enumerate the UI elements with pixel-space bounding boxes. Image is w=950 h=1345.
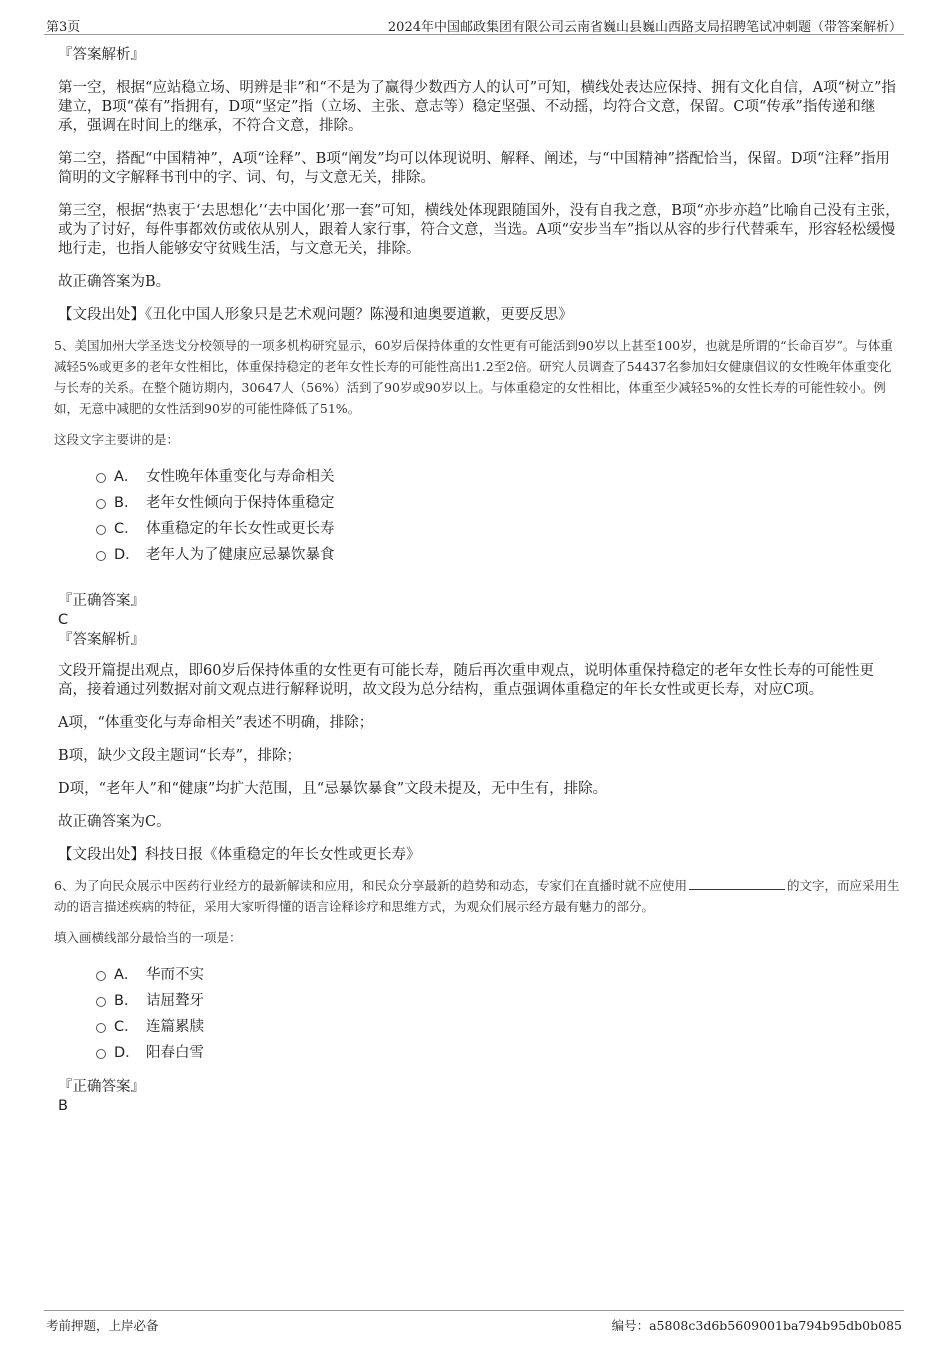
- page-header: [44, 14, 904, 35]
- option-d[interactable]: [96, 1040, 900, 1066]
- footer-slogan: 考前押题，上岸必备: [46, 1318, 159, 1333]
- option-letter: A．: [114, 967, 139, 983]
- analysis-paragraph: 第三空，根据“热衷于‘去思想化’‘去中国化’那一套”可知，横线处体现跟随国外，没有自我之意，B项“亦步亦趋”比喻自己没有主张，或为了讨好，每件事都效仿或依从别人，跟着人家行事，符合文意，当选。A项“安步当车”指以从容的步行代替乘车，形容轻松缓慢地行走，也指人能够安守贫贱生活，与文意无关，排除。: [58, 203, 900, 257]
- radio-button-icon[interactable]: [96, 525, 106, 535]
- option-b[interactable]: [96, 490, 900, 516]
- stem-part-after: 的文字，而应采用生动的语言描述疾病的特征，采用大家听得懂的语言诠释诊疗和思维方式，为观众们展示经方最有魅力的部分。: [54, 878, 900, 914]
- analysis-paragraph: 第二空，搭配“中国精神”，A项“诠释”、B项“阐发”均可以体现说明、解释、阐述，与“中国精神”搭配恰当，保留。D项“注释”指用简明的文字解释书刊中的字、词、句，与文意无关，排除。: [58, 151, 890, 186]
- option-letter: B．: [114, 495, 139, 511]
- option-b[interactable]: [96, 988, 900, 1014]
- radio-button-icon[interactable]: [96, 997, 106, 1007]
- correct-answer-label: 『正确答案』: [58, 1079, 145, 1095]
- option-text: 体重稳定的年长女性或更长寿: [146, 521, 335, 537]
- option-list: [58, 962, 900, 1066]
- question-5: [54, 335, 900, 865]
- question-6: [54, 875, 900, 1115]
- correct-answer-label: 『正确答案』: [58, 593, 145, 609]
- page-footer: [44, 1310, 904, 1335]
- radio-button-icon[interactable]: [96, 1023, 106, 1033]
- option-letter: D．: [114, 547, 140, 563]
- question-prompt: 填入画横线部分最恰当的一项是：: [54, 930, 242, 945]
- analysis-conclusion: 故正确答案为C。: [58, 814, 171, 830]
- analysis-label: 『答案解析』: [58, 632, 145, 648]
- option-text: 诘屈聱牙: [146, 993, 204, 1009]
- stem-part-before: 6、为了向民众展示中医药行业经方的最新解读和应用，和民众分享最新的趋势和动态，专家们在直播时就不应使用: [54, 878, 687, 893]
- analysis-paragraph: 文段开篇提出观点，即60岁后保持体重的女性更有可能长寿，随后再次重申观点，说明体重保持稳定的老年女性长寿的可能性更高，接着通过列数据对前文观点进行解释说明，故文段为总分结构，重点强调体重稳定的年长女性或更长寿，对应C项。: [58, 663, 874, 698]
- option-letter: B．: [114, 993, 139, 1009]
- analysis-paragraph: B项，缺少文段主题词“长寿”，排除；: [58, 748, 301, 764]
- document-serial: 编号：a5808c3d6b5609001ba794b95db0b085: [611, 1318, 902, 1333]
- option-letter: A．: [114, 469, 139, 485]
- option-a[interactable]: [96, 962, 900, 988]
- option-list: [58, 464, 900, 568]
- analysis-label: 『答案解析』: [58, 47, 145, 63]
- option-text: 阳春白雪: [146, 1045, 204, 1061]
- page-number: 第3页: [46, 20, 81, 35]
- radio-button-icon[interactable]: [96, 499, 106, 509]
- analysis-paragraph: 第一空，根据“应站稳立场、明辨是非”和“不是为了赢得少数西方人的认可”可知，横线处表达应保持、拥有文化自信，A项“树立”指建立，B项“葆有”指拥有，D项“坚定”指（立场、主张、意志等）稳定坚强、不动摇，均符合文意，保留。C项“传承”指传递和继承，强调在时间上的继承，不符合文意，排除。: [58, 80, 896, 134]
- option-letter: C．: [114, 521, 139, 537]
- analysis-paragraph: A项，“体重变化与寿命相关”表述不明确，排除；: [58, 715, 374, 731]
- analysis-conclusion: 故正确答案为B。: [58, 274, 171, 290]
- fill-in-blank: [689, 877, 785, 890]
- option-c[interactable]: [96, 1014, 900, 1040]
- correct-answer: B: [58, 1098, 68, 1114]
- source-citation: 【文段出处】《丑化中国人形象只是艺术观问题？陈漫和迪奥要道歉，更要反思》: [58, 307, 573, 323]
- question-stem: 5、美国加州大学圣迭戈分校领导的一项多机构研究显示，60岁后保持体重的女性更有可能活到90岁以上甚至100岁，也就是所谓的“长命百岁”。与体重减轻5%或更多的老年女性相比，体重保持稳定的老年女性长寿的可能性高出1.2至2倍。研究人员调查了54437名参加妇女健康倡议的女性晚年体重变化与长寿的关系。在整个随访期内，30647人（56%）活到了90岁或90岁以上。与体重稳定的女性相比，体重至少减轻5%的女性长寿的可能性较小。例如，无意中减肥的女性活到90岁的可能性降低了51%。: [54, 338, 893, 416]
- radio-button-icon[interactable]: [96, 551, 106, 561]
- question-prompt: 这段文字主要讲的是：: [54, 432, 180, 447]
- radio-button-icon[interactable]: [96, 971, 106, 981]
- correct-answer: C: [58, 612, 69, 628]
- option-text: 华而不实: [146, 967, 204, 983]
- option-text: 女性晚年体重变化与寿命相关: [146, 469, 335, 485]
- option-text: 老年人为了健康应忌暴饮暴食: [146, 547, 335, 563]
- option-d[interactable]: [96, 542, 900, 568]
- radio-button-icon[interactable]: [96, 473, 106, 483]
- question-stem: [54, 875, 900, 917]
- source-citation: 【文段出处】科技日报《体重稳定的年长女性或更长寿》: [58, 847, 421, 863]
- option-text: 连篇累牍: [146, 1019, 204, 1035]
- radio-button-icon[interactable]: [96, 1049, 106, 1059]
- option-letter: D．: [114, 1045, 140, 1061]
- q4-analysis: [58, 46, 900, 325]
- analysis-paragraph: D项，“老年人”和“健康”均扩大范围，且“忌暴饮暴食”文段未提及，无中生有，排除。: [58, 781, 608, 797]
- document-title: 2024年中国邮政集团有限公司云南省巍山县巍山西路支局招聘笔试冲刺题（带答案解析）: [387, 20, 902, 35]
- option-c[interactable]: [96, 516, 900, 542]
- option-letter: C．: [114, 1019, 139, 1035]
- page-content: [54, 40, 900, 1115]
- option-a[interactable]: [96, 464, 900, 490]
- option-text: 老年女性倾向于保持体重稳定: [146, 495, 335, 511]
